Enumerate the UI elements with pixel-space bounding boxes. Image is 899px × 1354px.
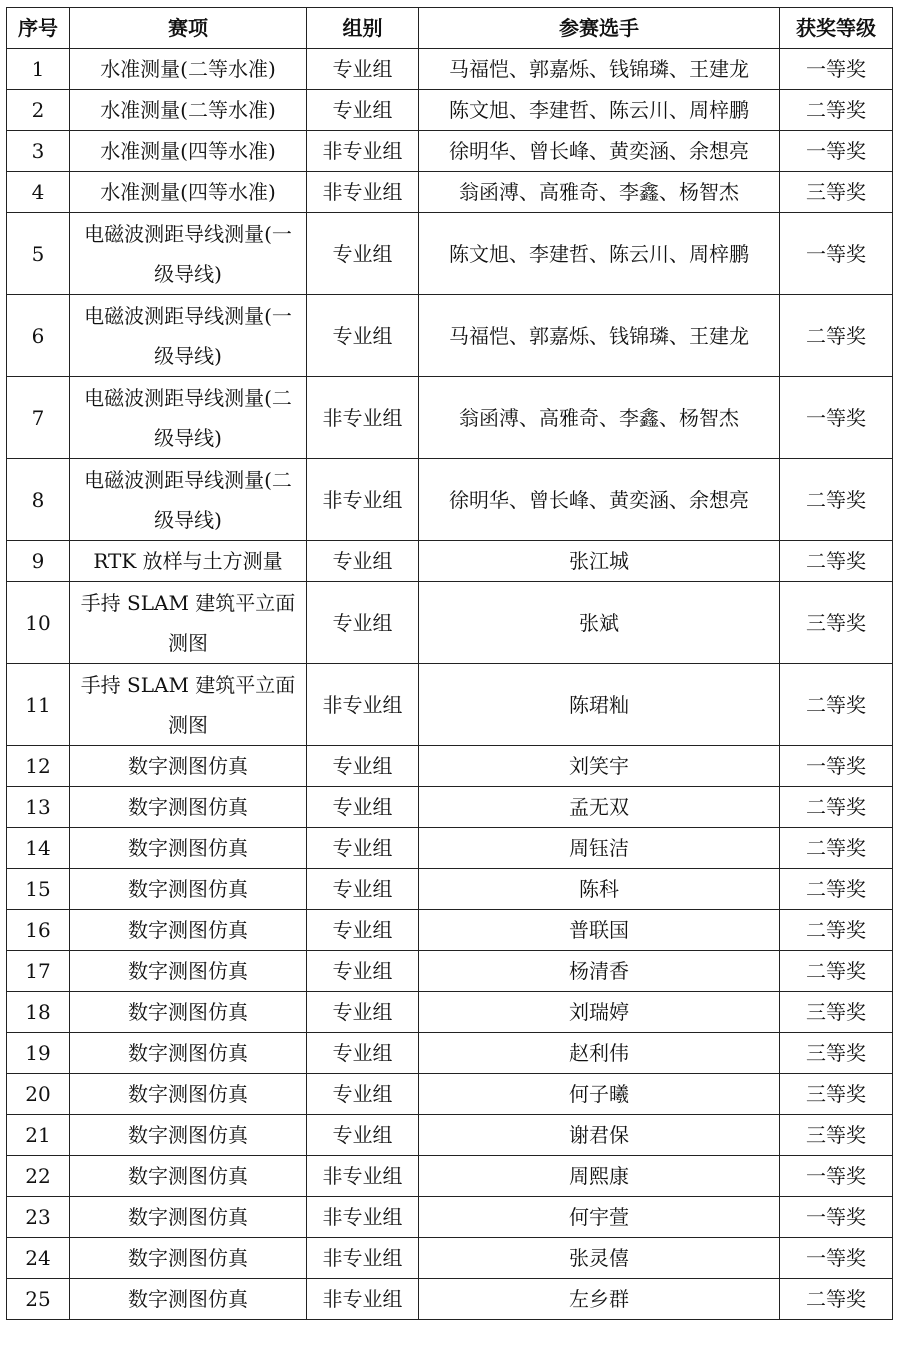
cell-award: 二等奖 <box>780 869 893 910</box>
cell-award: 二等奖 <box>780 910 893 951</box>
cell-no: 23 <box>7 1197 70 1238</box>
table-row <box>7 1074 893 1115</box>
table-row <box>7 172 893 213</box>
table-row <box>7 582 893 664</box>
cell-players: 张灵僖 <box>419 1238 780 1279</box>
cell-event: 水准测量(二等水准) <box>70 90 307 131</box>
cell-group: 非专业组 <box>307 131 419 172</box>
cell-event: 水准测量(四等水准) <box>70 172 307 213</box>
cell-players: 陈科 <box>419 869 780 910</box>
cell-award: 二等奖 <box>780 664 893 746</box>
cell-no: 19 <box>7 1033 70 1074</box>
cell-players: 翁函溥、高雅奇、李鑫、杨智杰 <box>419 172 780 213</box>
cell-no: 22 <box>7 1156 70 1197</box>
cell-players: 杨清香 <box>419 951 780 992</box>
cell-no: 20 <box>7 1074 70 1115</box>
table-row <box>7 377 893 459</box>
cell-event: 数字测图仿真 <box>70 1115 307 1156</box>
cell-group: 专业组 <box>307 828 419 869</box>
cell-award: 一等奖 <box>780 1197 893 1238</box>
cell-no: 12 <box>7 746 70 787</box>
cell-award: 一等奖 <box>780 49 893 90</box>
cell-group: 专业组 <box>307 1033 419 1074</box>
cell-players: 谢君保 <box>419 1115 780 1156</box>
cell-event: 数字测图仿真 <box>70 992 307 1033</box>
table-row <box>7 90 893 131</box>
cell-event: 数字测图仿真 <box>70 787 307 828</box>
table-row <box>7 1197 893 1238</box>
cell-group: 专业组 <box>307 1074 419 1115</box>
cell-group: 专业组 <box>307 541 419 582</box>
cell-no: 8 <box>7 459 70 541</box>
cell-event: 手持 SLAM 建筑平立面测图 <box>70 582 307 664</box>
cell-event: 数字测图仿真 <box>70 1156 307 1197</box>
cell-players: 孟无双 <box>419 787 780 828</box>
table-row <box>7 1115 893 1156</box>
cell-event: 数字测图仿真 <box>70 1074 307 1115</box>
cell-event: 数字测图仿真 <box>70 746 307 787</box>
cell-no: 24 <box>7 1238 70 1279</box>
cell-no: 18 <box>7 992 70 1033</box>
cell-event: 电磁波测距导线测量(一级导线) <box>70 213 307 295</box>
cell-award: 一等奖 <box>780 131 893 172</box>
cell-no: 5 <box>7 213 70 295</box>
table-row <box>7 828 893 869</box>
cell-award: 三等奖 <box>780 992 893 1033</box>
cell-event: 电磁波测距导线测量(二级导线) <box>70 377 307 459</box>
cell-group: 专业组 <box>307 295 419 377</box>
cell-no: 11 <box>7 664 70 746</box>
table-row <box>7 213 893 295</box>
table-row <box>7 541 893 582</box>
header-group: 组别 <box>307 8 419 49</box>
cell-event: 手持 SLAM 建筑平立面测图 <box>70 664 307 746</box>
table-row <box>7 49 893 90</box>
table-row <box>7 951 893 992</box>
table-row <box>7 1156 893 1197</box>
cell-no: 10 <box>7 582 70 664</box>
cell-group: 专业组 <box>307 582 419 664</box>
cell-award: 一等奖 <box>780 1238 893 1279</box>
cell-event: 数字测图仿真 <box>70 910 307 951</box>
cell-group: 非专业组 <box>307 664 419 746</box>
cell-award: 三等奖 <box>780 1033 893 1074</box>
cell-players: 刘笑宇 <box>419 746 780 787</box>
cell-players: 陈文旭、李建哲、陈云川、周梓鹏 <box>419 213 780 295</box>
cell-group: 非专业组 <box>307 1238 419 1279</box>
cell-award: 一等奖 <box>780 746 893 787</box>
cell-no: 7 <box>7 377 70 459</box>
header-no: 序号 <box>7 8 70 49</box>
cell-players: 陈文旭、李建哲、陈云川、周梓鹏 <box>419 90 780 131</box>
cell-players: 赵利伟 <box>419 1033 780 1074</box>
cell-group: 专业组 <box>307 787 419 828</box>
cell-award: 二等奖 <box>780 459 893 541</box>
cell-group: 专业组 <box>307 49 419 90</box>
cell-event: 数字测图仿真 <box>70 951 307 992</box>
cell-no: 15 <box>7 869 70 910</box>
header-event: 赛项 <box>70 8 307 49</box>
cell-group: 非专业组 <box>307 377 419 459</box>
cell-award: 二等奖 <box>780 787 893 828</box>
cell-award: 二等奖 <box>780 828 893 869</box>
cell-group: 非专业组 <box>307 459 419 541</box>
cell-group: 专业组 <box>307 213 419 295</box>
cell-players: 张斌 <box>419 582 780 664</box>
table-row <box>7 746 893 787</box>
cell-event: 数字测图仿真 <box>70 1033 307 1074</box>
cell-players: 马福恺、郭嘉烁、钱锦璘、王建龙 <box>419 295 780 377</box>
cell-group: 专业组 <box>307 869 419 910</box>
cell-award: 二等奖 <box>780 541 893 582</box>
cell-no: 6 <box>7 295 70 377</box>
cell-event: RTK 放样与土方测量 <box>70 541 307 582</box>
table-row <box>7 992 893 1033</box>
cell-players: 何宇萱 <box>419 1197 780 1238</box>
cell-no: 2 <box>7 90 70 131</box>
awards-table <box>6 7 893 1320</box>
table-row <box>7 869 893 910</box>
cell-no: 9 <box>7 541 70 582</box>
cell-players: 陈珺籼 <box>419 664 780 746</box>
cell-players: 周熙康 <box>419 1156 780 1197</box>
cell-award: 一等奖 <box>780 1156 893 1197</box>
table-row <box>7 787 893 828</box>
cell-players: 左乡群 <box>419 1279 780 1320</box>
cell-no: 17 <box>7 951 70 992</box>
cell-award: 二等奖 <box>780 90 893 131</box>
cell-group: 专业组 <box>307 992 419 1033</box>
table-row <box>7 295 893 377</box>
cell-event: 水准测量(二等水准) <box>70 49 307 90</box>
cell-players: 翁函溥、高雅奇、李鑫、杨智杰 <box>419 377 780 459</box>
cell-award: 二等奖 <box>780 295 893 377</box>
cell-no: 16 <box>7 910 70 951</box>
cell-event: 数字测图仿真 <box>70 869 307 910</box>
table-row <box>7 1238 893 1279</box>
cell-event: 水准测量(四等水准) <box>70 131 307 172</box>
cell-group: 非专业组 <box>307 1156 419 1197</box>
cell-no: 3 <box>7 131 70 172</box>
cell-no: 25 <box>7 1279 70 1320</box>
cell-players: 徐明华、曾长峰、黄奕涵、余想亮 <box>419 131 780 172</box>
cell-group: 专业组 <box>307 1115 419 1156</box>
cell-players: 徐明华、曾长峰、黄奕涵、余想亮 <box>419 459 780 541</box>
cell-event: 数字测图仿真 <box>70 828 307 869</box>
cell-event: 电磁波测距导线测量(一级导线) <box>70 295 307 377</box>
cell-event: 数字测图仿真 <box>70 1279 307 1320</box>
cell-no: 14 <box>7 828 70 869</box>
cell-event: 数字测图仿真 <box>70 1197 307 1238</box>
cell-no: 13 <box>7 787 70 828</box>
table-header-row <box>7 8 893 49</box>
cell-group: 非专业组 <box>307 172 419 213</box>
cell-no: 1 <box>7 49 70 90</box>
cell-award: 三等奖 <box>780 582 893 664</box>
cell-event: 数字测图仿真 <box>70 1238 307 1279</box>
table-row <box>7 1279 893 1320</box>
cell-group: 专业组 <box>307 90 419 131</box>
cell-group: 专业组 <box>307 951 419 992</box>
cell-award: 二等奖 <box>780 951 893 992</box>
cell-players: 刘瑞婷 <box>419 992 780 1033</box>
cell-players: 周钰洁 <box>419 828 780 869</box>
cell-players: 普联国 <box>419 910 780 951</box>
cell-group: 专业组 <box>307 746 419 787</box>
header-players: 参赛选手 <box>419 8 780 49</box>
table-body <box>7 49 893 1320</box>
cell-award: 一等奖 <box>780 377 893 459</box>
cell-group: 非专业组 <box>307 1197 419 1238</box>
cell-group: 专业组 <box>307 910 419 951</box>
table-row <box>7 131 893 172</box>
table-row <box>7 459 893 541</box>
cell-no: 4 <box>7 172 70 213</box>
cell-no: 21 <box>7 1115 70 1156</box>
cell-group: 非专业组 <box>307 1279 419 1320</box>
header-award: 获奖等级 <box>780 8 893 49</box>
cell-players: 马福恺、郭嘉烁、钱锦璘、王建龙 <box>419 49 780 90</box>
table-row <box>7 910 893 951</box>
cell-award: 三等奖 <box>780 1074 893 1115</box>
cell-award: 二等奖 <box>780 1279 893 1320</box>
cell-players: 何子曦 <box>419 1074 780 1115</box>
cell-award: 一等奖 <box>780 213 893 295</box>
cell-award: 三等奖 <box>780 172 893 213</box>
cell-players: 张江城 <box>419 541 780 582</box>
table-row <box>7 664 893 746</box>
cell-award: 三等奖 <box>780 1115 893 1156</box>
table-row <box>7 1033 893 1074</box>
cell-event: 电磁波测距导线测量(二级导线) <box>70 459 307 541</box>
